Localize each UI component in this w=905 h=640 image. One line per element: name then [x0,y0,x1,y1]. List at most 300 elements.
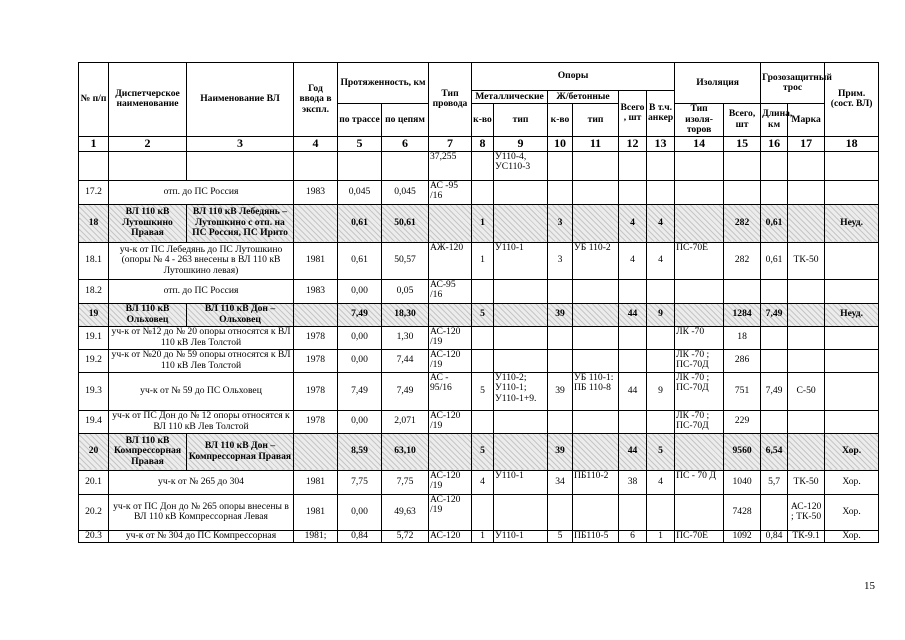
cell-dispatch: ВЛ 110 кВ Компрессорная Правая [109,433,187,470]
cell-concrete_count [548,180,573,204]
table-row [79,433,879,470]
column-number: 7 [429,136,472,151]
table-row [79,151,879,180]
cell-circuits: 63,10 [382,433,429,470]
cell-ins_total [724,180,761,204]
cell-concrete_type [573,349,619,372]
cell-route: 0,61 [338,242,382,279]
cell-circuits: 5,72 [382,530,429,542]
cell-g_mark [788,349,825,372]
cell-concrete_type [573,180,619,204]
cell-ins_type: ПС - 70 Д [675,470,724,494]
cell-g_mark: АС-120 ; ТК-50 [788,494,825,530]
cell-circuits: 0,05 [382,279,429,303]
cell-name [187,151,294,180]
column-number: 4 [294,136,338,151]
cell-anchor [647,494,675,530]
cell-concrete_type: УБ 110-2 [573,242,619,279]
cell-ins_total: 1040 [724,470,761,494]
cell-ins_total [724,279,761,303]
cell-num: 19 [79,303,109,326]
column-number: 3 [187,136,294,151]
cell-concrete_count [548,410,573,433]
col-year-header: Год ввода в экспл. [294,63,338,137]
cell-route: 0,045 [338,180,382,204]
cell-total [619,279,647,303]
cell-year [294,303,338,326]
column-number: 13 [647,136,675,151]
cell-year: 1978 [294,372,338,410]
cell-g_mark [788,204,825,242]
col-wire-header: Тип провода [429,63,472,137]
cell-year: 1978 [294,326,338,349]
cell-total: 38 [619,470,647,494]
col-total-header: Всего , шт [619,91,647,137]
cell-wire: АС-120 /19 [429,494,472,530]
cell-metal_type [494,180,548,204]
col-num-header: № п/п [79,63,109,137]
cell-concrete_count: 5 [548,530,573,542]
cell-note [825,326,879,349]
cell-ins_type [675,494,724,530]
cell-ins_type: ЛК -70 ; ПС-70Д [675,410,724,433]
cell-metal_type [494,433,548,470]
cell-concrete_type [573,303,619,326]
cell-name: уч-к от ПС Лебедянь до ПС Лутошкино (опоры № 4 - 263 внесены в ВЛ 110 кВ Лутошкино левая) [109,242,294,279]
cell-anchor: 4 [647,242,675,279]
cell-concrete_count [548,151,573,180]
cell-metal_type: У110-1 [494,242,548,279]
cell-circuits: 7,49 [382,372,429,410]
col-note-header: Прим. (сост. ВЛ) [825,63,879,137]
cell-dispatch [109,151,187,180]
cell-g_len [761,279,788,303]
cell-g_mark [788,151,825,180]
cell-metal_count: 1 [472,242,494,279]
cell-wire: АС-120 /19 [429,410,472,433]
col-supports-header: Опоры [472,63,675,91]
table-body [79,151,879,542]
cell-g_len: 0,61 [761,204,788,242]
cell-total: 44 [619,433,647,470]
cell-ins_total: 229 [724,410,761,433]
cell-metal_type [494,410,548,433]
cell-g_mark: ТК-9.1 [788,530,825,542]
column-number: 18 [825,136,879,151]
cell-ins_total: 1092 [724,530,761,542]
cell-total [619,494,647,530]
col-concrete-count-header: к-во [548,104,573,137]
cell-year: 1981; [294,530,338,542]
cell-metal_type [494,279,548,303]
column-number: 5 [338,136,382,151]
cell-wire: АС-120 [429,530,472,542]
cell-ins_type [675,180,724,204]
cell-ins_type [675,279,724,303]
cell-concrete_count [548,349,573,372]
cell-year: 1983 [294,279,338,303]
cell-route [338,151,382,180]
cell-metal_count [472,279,494,303]
cell-circuits: 50,61 [382,204,429,242]
cell-year [294,204,338,242]
table-row [79,494,879,530]
cell-year: 1978 [294,410,338,433]
table-row [79,530,879,542]
cell-route: 0,61 [338,204,382,242]
table-row [79,349,879,372]
cell-total: 4 [619,204,647,242]
cell-metal_count [472,349,494,372]
col-metal-count-header: к-во [472,104,494,137]
cell-total [619,151,647,180]
cell-route: 8,59 [338,433,382,470]
table-row [79,180,879,204]
table-row [79,279,879,303]
cell-route: 7,75 [338,470,382,494]
cell-anchor: 9 [647,372,675,410]
col-concrete-type-header: тип [573,104,619,137]
cell-g_mark [788,279,825,303]
cell-total [619,180,647,204]
cell-year [294,433,338,470]
column-number: 2 [109,136,187,151]
cell-note [825,372,879,410]
cell-g_len: 6,54 [761,433,788,470]
col-ins-total-header: Всего, шт [724,104,761,137]
cell-metal_count [472,151,494,180]
cell-route: 7,49 [338,372,382,410]
cell-name: ВЛ 110 кВ Лебедянь – Лутошкино с отп. на ПС Россия, ПС Ирито [187,204,294,242]
table-row [79,242,879,279]
table-row [79,204,879,242]
cell-concrete_count: 34 [548,470,573,494]
cell-g_len [761,410,788,433]
cell-metal_count [472,326,494,349]
cell-circuits: 1,30 [382,326,429,349]
cell-wire: АС-120 /19 [429,470,472,494]
cell-anchor: 9 [647,303,675,326]
page-number: 15 [864,580,875,592]
cell-name: ВЛ 110 кВ Дон – Ольховец [187,303,294,326]
cell-wire [429,204,472,242]
cell-concrete_type: ПБ110-5 [573,530,619,542]
cell-year: 1981 [294,470,338,494]
cell-concrete_count: 3 [548,242,573,279]
column-number: 17 [788,136,825,151]
cell-metal_count [472,410,494,433]
cell-num: 17.2 [79,180,109,204]
col-ground-len-header: Длина, км [761,104,788,137]
cell-ins_total: 7428 [724,494,761,530]
cell-route: 0,00 [338,326,382,349]
cell-g_len [761,349,788,372]
cell-concrete_type: ПБ110-2 [573,470,619,494]
cell-name: уч-к от №20 до № 59 опоры относятся к ВЛ 110 кВ Лев Толстой [109,349,294,372]
cell-concrete_type [573,494,619,530]
cell-route: 0,00 [338,349,382,372]
cell-total: 44 [619,303,647,326]
cell-name: отп. до ПС Россия [109,180,294,204]
column-number: 9 [494,136,548,151]
cell-circuits: 0,045 [382,180,429,204]
cell-wire: АС-120 /19 [429,326,472,349]
cell-year: 1981 [294,242,338,279]
cell-ins_total: 282 [724,204,761,242]
cell-wire: АС-120 /19 [429,349,472,372]
cell-anchor [647,279,675,303]
cell-total [619,326,647,349]
col-insulation-header: Изоляция [675,63,761,104]
cell-note: Хор. [825,433,879,470]
cell-note: Хор. [825,494,879,530]
cell-g_len [761,326,788,349]
column-number-row [79,136,879,151]
cell-num: 20.1 [79,470,109,494]
cell-route: 0,00 [338,410,382,433]
cell-ins_type [675,151,724,180]
cell-metal_count: 1 [472,204,494,242]
cell-ins_total: 286 [724,349,761,372]
cell-concrete_type [573,433,619,470]
cell-num: 19.2 [79,349,109,372]
cell-name: уч-к от № 304 до ПС Компрессорная [109,530,294,542]
cell-note: Хор. [825,470,879,494]
cell-metal_count [472,180,494,204]
cell-circuits: 7,75 [382,470,429,494]
col-circuits-header: по цепям [382,104,429,137]
cell-ins_total: 751 [724,372,761,410]
cell-note [825,410,879,433]
column-number: 16 [761,136,788,151]
register-sheet [78,62,878,543]
cell-year: 1983 [294,180,338,204]
cell-anchor [647,180,675,204]
table-row [79,326,879,349]
cell-route: 0,00 [338,494,382,530]
table-row [79,372,879,410]
cell-metal_type: У110-4, УС110-3 [494,151,548,180]
cell-g_mark [788,180,825,204]
cell-ins_type: ЛК -70 [675,326,724,349]
table-header [79,63,879,152]
cell-metal_count [472,494,494,530]
cell-name: ВЛ 110 кВ Дон – Компрессорная Правая [187,433,294,470]
cell-total [619,410,647,433]
cell-wire: АС -95 /16 [429,180,472,204]
cell-anchor: 4 [647,470,675,494]
cell-concrete_count: 39 [548,433,573,470]
cell-metal_type: У110-1 [494,470,548,494]
cell-note: Хор. [825,530,879,542]
cell-concrete_count: 3 [548,204,573,242]
cell-anchor: 5 [647,433,675,470]
cell-name: уч-к от № 59 до ПС Ольховец [109,372,294,410]
cell-concrete_type: УБ 110-1: ПБ 110-8 [573,372,619,410]
cell-anchor [647,349,675,372]
cell-concrete_type [573,151,619,180]
cell-anchor: 4 [647,204,675,242]
cell-num: 18 [79,204,109,242]
cell-ins_type: ЛК -70 ; ПС-70Д [675,349,724,372]
cell-note [825,151,879,180]
power-line-table [78,62,879,543]
cell-anchor [647,326,675,349]
cell-g_len [761,494,788,530]
cell-g_mark: С-50 [788,372,825,410]
cell-anchor [647,151,675,180]
cell-note [825,349,879,372]
cell-route: 7,49 [338,303,382,326]
column-number: 12 [619,136,647,151]
cell-metal_count: 4 [472,470,494,494]
cell-ins_type [675,303,724,326]
cell-metal_count: 5 [472,303,494,326]
cell-g_mark [788,326,825,349]
cell-metal_count: 1 [472,530,494,542]
cell-metal_type [494,494,548,530]
column-number: 6 [382,136,429,151]
cell-g_mark [788,410,825,433]
cell-num: 20.3 [79,530,109,542]
cell-num: 20 [79,433,109,470]
cell-metal_type [494,326,548,349]
column-number: 15 [724,136,761,151]
cell-ins_total: 18 [724,326,761,349]
cell-concrete_type [573,326,619,349]
cell-g_mark [788,433,825,470]
cell-metal_type [494,204,548,242]
cell-note [825,180,879,204]
cell-concrete_type [573,279,619,303]
cell-wire [429,303,472,326]
col-dispatch-header: Диспетчерское наименование [109,63,187,137]
col-route-header: по трассе [338,104,382,137]
cell-num: 19.3 [79,372,109,410]
col-name-header: Наименование ВЛ [187,63,294,137]
cell-ins_total: 1284 [724,303,761,326]
cell-name: уч-к от ПС Дон до № 265 опоры внесены в ВЛ 110 кВ Компрессорная Левая [109,494,294,530]
column-number: 10 [548,136,573,151]
col-ins-type-header: Тип изоля-торов [675,104,724,137]
cell-metal_type: У110-2; У110-1; У110-1+9. [494,372,548,410]
cell-ins_type: ПС-70Е [675,530,724,542]
cell-year: 1978 [294,349,338,372]
cell-circuits: 50,57 [382,242,429,279]
cell-concrete_count [548,494,573,530]
cell-dispatch: ВЛ 110 кВ Ольховец [109,303,187,326]
cell-total: 6 [619,530,647,542]
col-length-header: Протяженность, км [338,63,429,104]
col-ground-mark-header: Марка [788,104,825,137]
cell-circuits: 7,44 [382,349,429,372]
col-metal-type-header: тип [494,104,548,137]
cell-route: 0,00 [338,279,382,303]
cell-name: уч-к от №12 до № 20 опоры относятся к ВЛ 110 кВ Лев Толстой [109,326,294,349]
column-number: 11 [573,136,619,151]
cell-g_len [761,151,788,180]
col-ground-header: Грозозащитный трос [761,63,825,104]
cell-g_len: 0,61 [761,242,788,279]
col-concrete-header: Ж/бетонные [548,91,619,104]
cell-ins_type: ПС-70Е [675,242,724,279]
cell-ins_type: ЛК -70 ; ПС-70Д [675,372,724,410]
cell-concrete_count [548,326,573,349]
table-row [79,470,879,494]
cell-year [294,151,338,180]
cell-metal_type: У110-1 [494,530,548,542]
cell-num: 18.2 [79,279,109,303]
cell-num: 20.2 [79,494,109,530]
cell-concrete_type [573,204,619,242]
cell-circuits [382,151,429,180]
cell-num: 19.1 [79,326,109,349]
cell-name: уч-к от № 265 до 304 [109,470,294,494]
cell-ins_type [675,433,724,470]
cell-concrete_type [573,410,619,433]
cell-wire: АЖ-120 [429,242,472,279]
cell-g_len [761,180,788,204]
cell-concrete_count: 39 [548,372,573,410]
cell-g_len: 7,49 [761,303,788,326]
cell-circuits: 18,30 [382,303,429,326]
col-metal-header: Металлические [472,91,548,104]
cell-wire: АС-95 /16 [429,279,472,303]
cell-g_mark: ТК-50 [788,242,825,279]
cell-anchor: 1 [647,530,675,542]
cell-total: 4 [619,242,647,279]
cell-ins_total [724,151,761,180]
cell-ins_type [675,204,724,242]
cell-g_len: 5,7 [761,470,788,494]
cell-anchor [647,410,675,433]
cell-wire: 37,255 [429,151,472,180]
cell-wire [429,433,472,470]
cell-circuits: 49,63 [382,494,429,530]
column-number: 1 [79,136,109,151]
cell-dispatch: ВЛ 110 кВ Лутошкино Правая [109,204,187,242]
table-row [79,303,879,326]
cell-num [79,151,109,180]
col-anchor-header: В т.ч. анкер [647,91,675,137]
column-number: 14 [675,136,724,151]
cell-num: 18.1 [79,242,109,279]
cell-note [825,279,879,303]
cell-name: уч-к от ПС Дон до № 12 опоры относятся к ВЛ 110 кВ Лев Толстой [109,410,294,433]
cell-wire: АС - 95/16 [429,372,472,410]
cell-ins_total: 282 [724,242,761,279]
cell-total: 44 [619,372,647,410]
cell-metal_type [494,303,548,326]
cell-note: Неуд. [825,303,879,326]
cell-circuits: 2,071 [382,410,429,433]
cell-note [825,242,879,279]
cell-metal_type [494,349,548,372]
cell-g_len: 7,49 [761,372,788,410]
cell-concrete_count: 39 [548,303,573,326]
cell-ins_total: 9560 [724,433,761,470]
cell-metal_count: 5 [472,372,494,410]
cell-note: Неуд. [825,204,879,242]
cell-g_mark: ТК-50 [788,470,825,494]
cell-route: 0,84 [338,530,382,542]
cell-year: 1981 [294,494,338,530]
table-row [79,410,879,433]
cell-name: отп. до ПС Россия [109,279,294,303]
cell-g_len: 0,84 [761,530,788,542]
cell-metal_count: 5 [472,433,494,470]
cell-concrete_count [548,279,573,303]
